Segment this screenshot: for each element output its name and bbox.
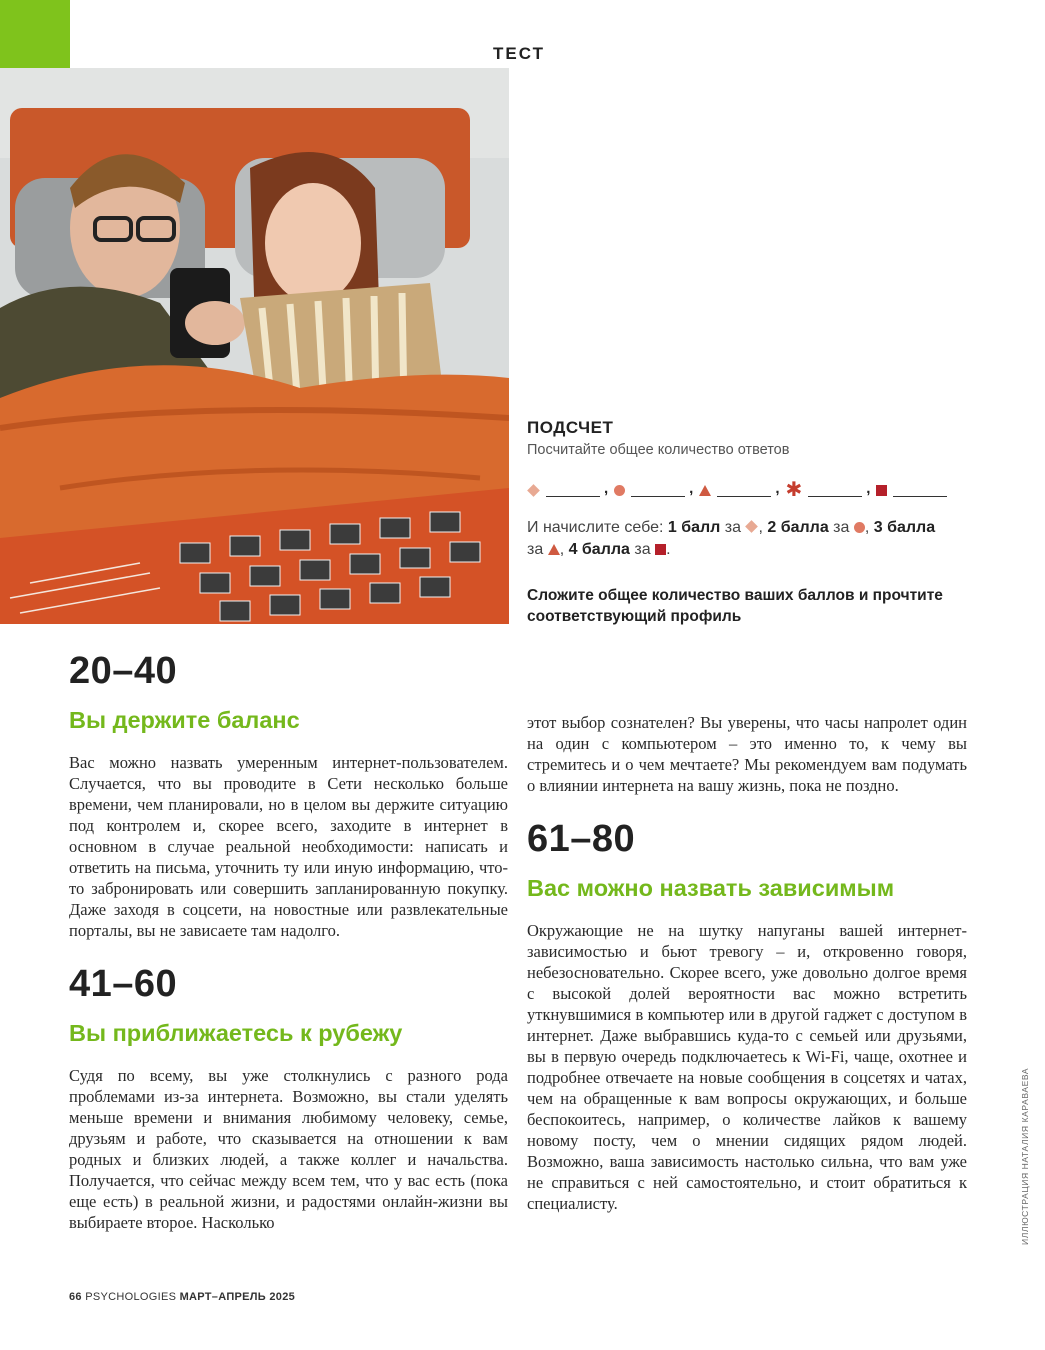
scoring-instruction: Сложите общее количество ваших баллов и прочтите соответствующий профиль [527,587,943,625]
scoring-block [527,418,977,627]
blank-triangle: , [699,480,785,497]
issue-date: МАРТ–АПРЕЛЬ 2025 [179,1291,296,1303]
profile-range: 41–60 [69,963,178,1005]
count-line [808,484,862,497]
profile-text: Вас можно назвать умеренным интернет-пользователем. Случается, что вы проводите в Сети несколько больше времени, чем планировали, но в целом вы держите ситуацию под контролем и, скорее всего, заходите в интернет в основном в случае реальной необходимости: написать и ответить на письма, уточнить ту или иную информацию, что-то забронировать или совершить запланированную покупку. Даже заходя в соцсети, на новостные или развлекательные порталы, вы не зависаете там надолго. [69,753,508,940]
count-line [546,484,600,497]
triangle-icon [548,544,560,555]
square-icon [655,544,666,555]
blank-diamond: , [527,480,614,497]
profile-heading: Вы держите баланс [69,707,300,733]
illustration-couple-in-bed [0,68,509,624]
diamond-icon [746,520,759,533]
scoring-subtitle: Посчитайте общее количество ответов [527,442,790,458]
diamond-icon [527,484,540,497]
answer-count-blanks [527,479,977,501]
left-column [69,650,508,1233]
square-icon [876,485,887,496]
profile-heading: Вас можно назвать зависимым [527,875,895,901]
circle-icon [614,485,625,496]
blank-circle: , [614,480,699,497]
page-footer [69,1291,295,1303]
section-color-tab [0,0,70,68]
count-line [717,484,771,497]
section-label: ТЕСТ [493,44,545,63]
blank-square [876,484,947,497]
profile-range: 61–80 [527,818,636,860]
circle-icon [854,522,865,533]
blank-asterisk: ✱ , [785,479,871,501]
scoring-title: ПОДСЧЕТ [527,418,614,437]
page-number: 66 [69,1291,82,1303]
points-rule: И начислите себе: 1 балл за , 2 балла за , 3 балла за , 4 балла за . [527,519,936,558]
profile-heading: Вы приближаетесь к рубежу [69,1020,403,1046]
profile-text: Судя по всему, вы уже столкнулись с разного рода проблемами из-за интернета. Возможно, вы стали уделять меньше времени и внимания любимому человеку, семье, друзьям и работе, что сказывается на отношении к вам родных и близких людей, а также коллег и начальства. Получается, что сейчас между всем тем, что у вас есть (пока еще есть) в реальной жизни, и радостями онлайн-жизни вы выбираете второе. Насколько [69,1066,508,1232]
magazine-name: PSYCHOLOGIES [85,1291,177,1303]
profile-range: 20–40 [69,650,178,692]
count-line [631,484,685,497]
triangle-icon [699,485,711,496]
right-column [527,712,967,1214]
profile-text-continued: этот выбор сознателен? Вы уверены, что часы напролет один на один с компьютером – это именно то, к чему вы стремитесь и о чем мечтаете? Мы рекомендуем вам подумать о влиянии интернета на вашу жизнь, пока не поздно. [527,713,967,795]
illustration-credit: ИЛЛЮСТРАЦИЯ НАТАЛИЯ КАРАВАЕВА [1020,1067,1030,1245]
profile-text: Окружающие не на шутку напуганы вашей интернет-зависимостью и бьют тревогу – и, откровенно говоря, небезосновательно. Скорее всего, уже довольно долгое время с высокой долей вероятности вас можно встретить уткнувшимися в компьютер или в другой гаджет с доступом в интернет. Даже выбравшись куда-то с семьей или друзьями, вы в первую очередь подключаетесь к Wi-Fi, чаще, охотнее и подробнее отвечаете на новые сообщения в соцсетях и чатах, чем на обращенные к вам вопросы окружающих, и больше беспокоитесь, например, о количестве лайков к вашему новому посту, чем о мнении сидящих рядом людей. Возможно, ваша зависимость настолько сильна, что вам уже не справиться с ней самостоятельно, и стоит обратиться к специалисту. [527,921,967,1213]
asterisk-icon: ✱ [785,479,803,501]
count-line [893,484,947,497]
